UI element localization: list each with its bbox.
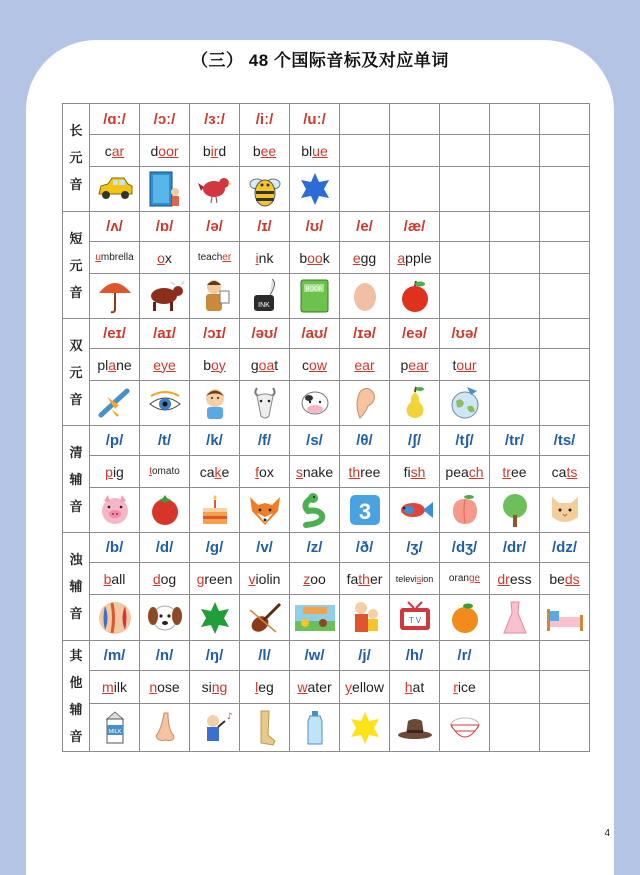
dress-icon	[500, 599, 530, 637]
phonetic-symbol: /w/	[290, 641, 340, 671]
picture-cell	[240, 704, 290, 752]
word-cell: tree	[490, 456, 540, 488]
snake-icon	[298, 491, 332, 529]
egg-icon	[350, 277, 380, 315]
picture-cell	[240, 595, 290, 641]
beds-icon	[545, 601, 585, 635]
phonetic-symbol: /dz/	[540, 533, 590, 563]
word-cell: fox	[240, 456, 290, 488]
picture-cell	[190, 274, 240, 319]
picture-cell	[140, 167, 190, 212]
picture-row	[63, 488, 590, 533]
phonetic-symbol: /iː/	[240, 104, 290, 135]
peach-icon	[448, 493, 482, 527]
word-cell	[540, 242, 590, 274]
phonetic-symbol: /aʊ/	[290, 319, 340, 349]
apple-icon	[397, 278, 433, 314]
word-row	[63, 671, 590, 704]
picture-cell	[140, 704, 190, 752]
picture-cell	[240, 167, 290, 212]
word-cell: cake	[190, 456, 240, 488]
eye-icon	[147, 388, 183, 418]
symbol-row	[63, 104, 590, 135]
pear-icon	[400, 384, 430, 422]
phonetic-symbol	[490, 319, 540, 349]
word-cell: peach	[440, 456, 490, 488]
phonetic-symbol: /əʊ/	[240, 319, 290, 349]
word-cell: cats	[540, 456, 590, 488]
phonetic-symbol: /j/	[340, 641, 390, 671]
phonetic-symbol: /z/	[290, 533, 340, 563]
word-cell: ear	[340, 349, 390, 381]
picture-row	[63, 274, 590, 319]
symbol-row	[63, 533, 590, 563]
word-cell: water	[290, 671, 340, 704]
phonetic-symbol	[540, 104, 590, 135]
phonetic-symbol: /ʊə/	[440, 319, 490, 349]
goat-icon	[247, 384, 283, 422]
word-cell	[490, 242, 540, 274]
phonetic-symbol: /d/	[140, 533, 190, 563]
umbrella-icon	[97, 277, 133, 315]
word-cell: rice	[440, 671, 490, 704]
page-number: 4	[604, 828, 610, 839]
phonetic-symbol	[490, 104, 540, 135]
leg-icon	[251, 709, 279, 747]
door-icon	[147, 170, 183, 208]
word-cell: television	[390, 563, 440, 595]
word-cell: eye	[140, 349, 190, 381]
phonetic-symbol: /tʃ/	[440, 426, 490, 456]
phonetic-symbol: /m/	[90, 641, 140, 671]
nose-icon	[150, 710, 180, 746]
phonetic-symbol	[540, 319, 590, 349]
picture-cell	[390, 274, 440, 319]
phonetic-symbol: /ʃ/	[390, 426, 440, 456]
phonetic-symbol: /p/	[90, 426, 140, 456]
picture-cell	[290, 704, 340, 752]
category-label: 其 他 辅 音	[63, 641, 90, 752]
picture-cell	[90, 274, 140, 319]
word-cell: goat	[240, 349, 290, 381]
phonetic-symbol: /n/	[140, 641, 190, 671]
teacher-icon	[198, 277, 232, 315]
star-icon	[297, 171, 333, 207]
picture-cell	[140, 595, 190, 641]
category-label: 双 元 音	[63, 319, 90, 426]
phonetic-symbol: /ɑː/	[90, 104, 140, 135]
word-cell: apple	[390, 242, 440, 274]
phonetic-symbol: /tr/	[490, 426, 540, 456]
word-cell: boy	[190, 349, 240, 381]
picture-cell	[90, 381, 140, 426]
phonetic-symbol: /ʊ/	[290, 212, 340, 242]
word-cell	[390, 135, 440, 167]
phonetic-symbol: /aɪ/	[140, 319, 190, 349]
fox-icon	[246, 493, 284, 527]
phonetic-symbol: /eə/	[390, 319, 440, 349]
phonetic-symbol	[440, 104, 490, 135]
phonetic-symbol: /ə/	[190, 212, 240, 242]
water-icon	[301, 709, 329, 747]
word-cell: car	[90, 135, 140, 167]
phonetic-symbol: /r/	[440, 641, 490, 671]
word-cell: book	[290, 242, 340, 274]
word-cell: hat	[390, 671, 440, 704]
picture-cell	[440, 488, 490, 533]
cow-icon	[297, 387, 333, 419]
word-cell: father	[340, 563, 390, 595]
phonetic-symbol: /ŋ/	[190, 641, 240, 671]
picture-cell	[140, 488, 190, 533]
word-cell	[440, 135, 490, 167]
word-cell: umbrella	[90, 242, 140, 274]
picture-cell	[440, 704, 490, 752]
word-cell	[340, 135, 390, 167]
picture-cell	[490, 595, 540, 641]
picture-cell	[390, 704, 440, 752]
yellow-star-icon	[347, 710, 383, 746]
phonetic-symbol	[390, 104, 440, 135]
picture-cell	[390, 488, 440, 533]
word-cell	[540, 349, 590, 381]
ball-icon	[96, 599, 134, 637]
orange-icon	[448, 600, 482, 636]
ox-icon	[144, 278, 186, 314]
tomato-icon	[147, 493, 183, 527]
word-cell: violin	[240, 563, 290, 595]
violin-icon	[246, 600, 284, 636]
word-cell: blue	[290, 135, 340, 167]
picture-cell	[440, 595, 490, 641]
car-icon	[95, 174, 135, 204]
svg-text:BOOK: BOOK	[304, 286, 323, 293]
picture-cell	[190, 488, 240, 533]
phonetic-symbol: /æ/	[390, 212, 440, 242]
cat-icon	[546, 493, 584, 527]
symbol-row	[63, 212, 590, 242]
globe-icon	[447, 385, 483, 421]
boy-icon	[198, 385, 232, 421]
phonetic-symbol: /ʒ/	[390, 533, 440, 563]
tree-icon	[498, 491, 532, 529]
symbol-row	[63, 319, 590, 349]
book-icon	[297, 277, 333, 315]
word-cell: leg	[240, 671, 290, 704]
word-cell: bee	[240, 135, 290, 167]
picture-cell	[390, 595, 440, 641]
phonetic-symbol: /ʌ/	[90, 212, 140, 242]
word-cell: snake	[290, 456, 340, 488]
phonetic-symbol: /f/	[240, 426, 290, 456]
svg-text:MILK: MILK	[108, 728, 121, 735]
phonetic-symbol: /l/	[240, 641, 290, 671]
phonetic-symbol: /ts/	[540, 426, 590, 456]
word-cell: beds	[540, 563, 590, 595]
father-icon	[347, 599, 383, 637]
picture-row	[63, 167, 590, 212]
phonetic-symbol	[490, 212, 540, 242]
picture-row	[63, 704, 590, 752]
phonetic-symbol: /b/	[90, 533, 140, 563]
picture-cell	[190, 167, 240, 212]
svg-text:3: 3	[358, 499, 371, 524]
symbol-row	[63, 426, 590, 456]
phonetic-symbol: /g/	[190, 533, 240, 563]
symbol-row	[63, 641, 590, 671]
phonetic-symbol: /ɜː/	[190, 104, 240, 135]
word-row	[63, 135, 590, 167]
phonetic-symbol: /dr/	[490, 533, 540, 563]
word-cell: yellow	[340, 671, 390, 704]
word-cell: dog	[140, 563, 190, 595]
phonetic-symbol: /h/	[390, 641, 440, 671]
picture-cell	[290, 167, 340, 212]
category-label: 短 元 音	[63, 212, 90, 319]
picture-cell	[190, 381, 240, 426]
plane-icon	[97, 385, 133, 421]
word-cell: tomato	[140, 456, 190, 488]
svg-text:T V: T V	[408, 615, 421, 625]
picture-cell	[340, 274, 390, 319]
picture-cell	[390, 381, 440, 426]
word-row	[63, 563, 590, 595]
picture-cell	[540, 488, 590, 533]
category-label: 浊 辅 音	[63, 533, 90, 641]
picture-cell	[190, 704, 240, 752]
picture-cell	[340, 704, 390, 752]
word-cell	[540, 135, 590, 167]
phonetic-symbol	[540, 641, 590, 671]
phonetic-symbol: /ɔɪ/	[190, 319, 240, 349]
picture-cell	[290, 274, 340, 319]
phonetic-symbol: /uː/	[290, 104, 340, 135]
phonetic-symbol: /t/	[140, 426, 190, 456]
word-cell	[490, 671, 540, 704]
picture-cell	[490, 488, 540, 533]
word-row	[63, 349, 590, 381]
phonetic-symbol: /ɪ/	[240, 212, 290, 242]
bee-icon	[248, 170, 282, 208]
word-cell: three	[340, 456, 390, 488]
word-cell: zoo	[290, 563, 340, 595]
three-icon	[347, 492, 383, 528]
word-cell	[490, 349, 540, 381]
phonetic-symbol: /e/	[340, 212, 390, 242]
picture-cell	[240, 274, 290, 319]
word-cell: ink	[240, 242, 290, 274]
word-cell: ox	[140, 242, 190, 274]
phonetic-symbol	[340, 104, 390, 135]
picture-cell	[290, 488, 340, 533]
television-icon	[396, 600, 434, 636]
phonetic-symbol: /v/	[240, 533, 290, 563]
word-cell: green	[190, 563, 240, 595]
phonetic-symbol: /ɔː/	[140, 104, 190, 135]
word-cell	[490, 135, 540, 167]
phonetic-symbol: /ð/	[340, 533, 390, 563]
word-cell: cow	[290, 349, 340, 381]
word-cell: pear	[390, 349, 440, 381]
picture-cell	[290, 381, 340, 426]
picture-cell	[290, 595, 340, 641]
milk-icon	[99, 709, 131, 747]
word-cell: orange	[440, 563, 490, 595]
word-cell: sing	[190, 671, 240, 704]
word-cell	[440, 242, 490, 274]
phonetic-symbol: /s/	[290, 426, 340, 456]
word-cell: door	[140, 135, 190, 167]
picture-cell	[190, 595, 240, 641]
phonetic-symbol: /dʒ/	[440, 533, 490, 563]
picture-cell	[90, 488, 140, 533]
svg-text:♪: ♪	[226, 711, 233, 722]
dog-icon	[146, 600, 184, 636]
picture-cell	[340, 381, 390, 426]
sing-icon	[197, 709, 233, 747]
ear-icon	[350, 384, 380, 422]
pig-icon	[96, 493, 134, 527]
word-cell	[540, 671, 590, 704]
word-row	[63, 456, 590, 488]
zoo-icon	[293, 601, 337, 635]
phonetic-symbol: /k/	[190, 426, 240, 456]
word-cell: nose	[140, 671, 190, 704]
picture-cell	[340, 488, 390, 533]
phonetic-symbol: /eɪ/	[90, 319, 140, 349]
picture-cell	[90, 167, 140, 212]
picture-row	[63, 595, 590, 641]
word-cell: tour	[440, 349, 490, 381]
picture-cell	[90, 704, 140, 752]
bird-icon	[197, 173, 233, 205]
word-cell: fish	[390, 456, 440, 488]
picture-cell	[240, 381, 290, 426]
phonetic-chart	[62, 103, 590, 752]
word-row	[63, 242, 590, 274]
cake-icon	[197, 492, 233, 528]
phonetic-symbol	[440, 212, 490, 242]
word-cell: plane	[90, 349, 140, 381]
picture-cell	[340, 595, 390, 641]
phonetic-symbol: /θ/	[340, 426, 390, 456]
word-cell: dress	[490, 563, 540, 595]
green-star-icon	[197, 600, 233, 636]
rice-icon	[447, 711, 483, 745]
category-label: 清 辅 音	[63, 426, 90, 533]
picture-row	[63, 381, 590, 426]
picture-cell	[140, 381, 190, 426]
phonetic-symbol	[490, 641, 540, 671]
word-cell: pig	[90, 456, 140, 488]
phonetic-symbol	[540, 212, 590, 242]
word-cell: milk	[90, 671, 140, 704]
category-label: 长 元 音	[63, 104, 90, 212]
hat-icon	[396, 713, 434, 743]
picture-cell	[90, 595, 140, 641]
word-cell: ball	[90, 563, 140, 595]
fish-icon	[395, 496, 435, 524]
page-title: （三） 48 个国际音标及对应单词	[191, 51, 449, 70]
word-cell: bird	[190, 135, 240, 167]
word-cell: teacher	[190, 242, 240, 274]
picture-cell	[240, 488, 290, 533]
phonetic-symbol: /ɒ/	[140, 212, 190, 242]
svg-text:INK: INK	[257, 302, 270, 309]
picture-cell	[540, 595, 590, 641]
ink-icon	[248, 277, 282, 315]
picture-cell	[140, 274, 190, 319]
picture-cell	[440, 381, 490, 426]
phonetic-symbol: /ɪə/	[340, 319, 390, 349]
word-cell: egg	[340, 242, 390, 274]
